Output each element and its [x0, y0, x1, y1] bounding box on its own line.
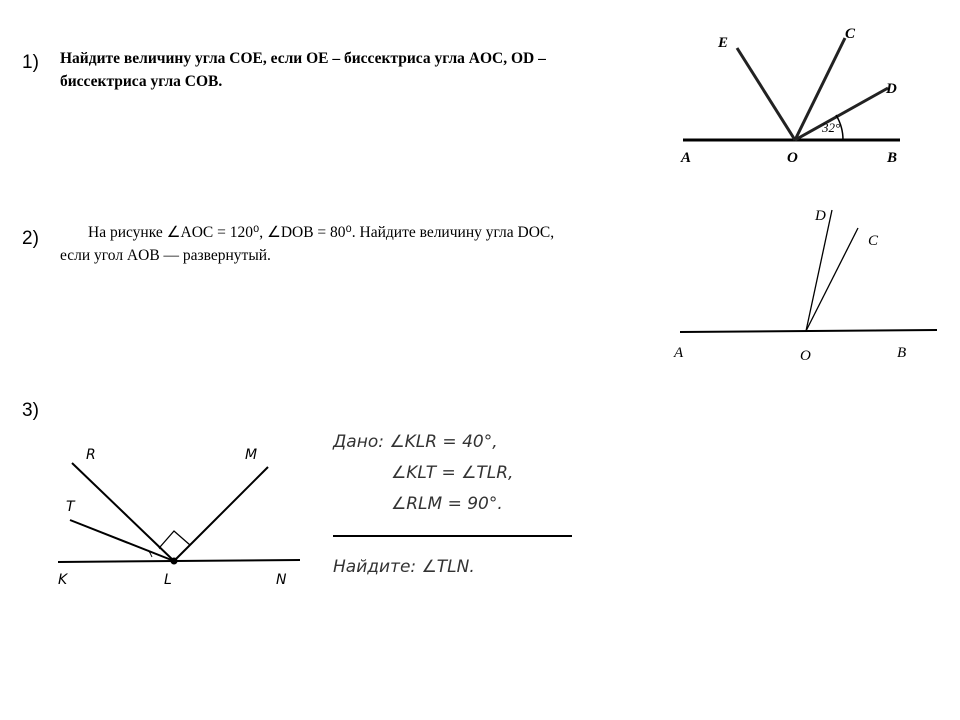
- problem-1-text-line1: Найдите величину угла COE, если OE – биссектриса угла AOC, OD –: [60, 50, 546, 67]
- problem-3-find: Найдите: ∠TLN.: [333, 557, 475, 577]
- p3-label-K: K: [58, 572, 68, 588]
- problem-2-text-line2: если угол AOB — развернутый.: [60, 247, 271, 264]
- problem-3-given-line1: Дано: ∠KLR = 40°,: [333, 432, 498, 452]
- problem-2-number: 2): [22, 228, 39, 249]
- p3-label-N: N: [276, 572, 287, 588]
- p1-label-C: C: [845, 26, 856, 42]
- problem-3-given-line2: ∠KLT = ∠TLR,: [391, 463, 514, 483]
- p2-label-D: D: [815, 208, 826, 224]
- problem-3-number: 3): [22, 400, 39, 421]
- p1-label-E: E: [718, 35, 729, 51]
- p1-angle-label: 32°: [822, 120, 841, 135]
- problem-1-number: 1): [22, 52, 39, 73]
- p1-label-B: B: [887, 150, 898, 166]
- problem-2-text-line1: На рисунке ∠AOC = 120⁰, ∠DOB = 80⁰. Найдите величину угла DOC,: [88, 224, 555, 241]
- p3-label-L: L: [164, 572, 172, 588]
- p3-label-M: M: [245, 447, 258, 463]
- p2-label-B: B: [897, 345, 907, 361]
- p1-label-A: A: [681, 150, 692, 166]
- p1-label-O: O: [787, 150, 798, 166]
- p2-label-C: C: [868, 233, 879, 249]
- p3-label-T: T: [66, 499, 75, 515]
- problem-1-text-line2: биссектриса угла COB.: [60, 73, 223, 90]
- p1-label-D: D: [886, 81, 897, 97]
- p2-label-A: A: [674, 345, 684, 361]
- problem-3-given-line3: ∠RLM = 90°.: [391, 494, 503, 514]
- p3-label-R: R: [86, 447, 96, 463]
- p2-label-O: O: [800, 348, 811, 364]
